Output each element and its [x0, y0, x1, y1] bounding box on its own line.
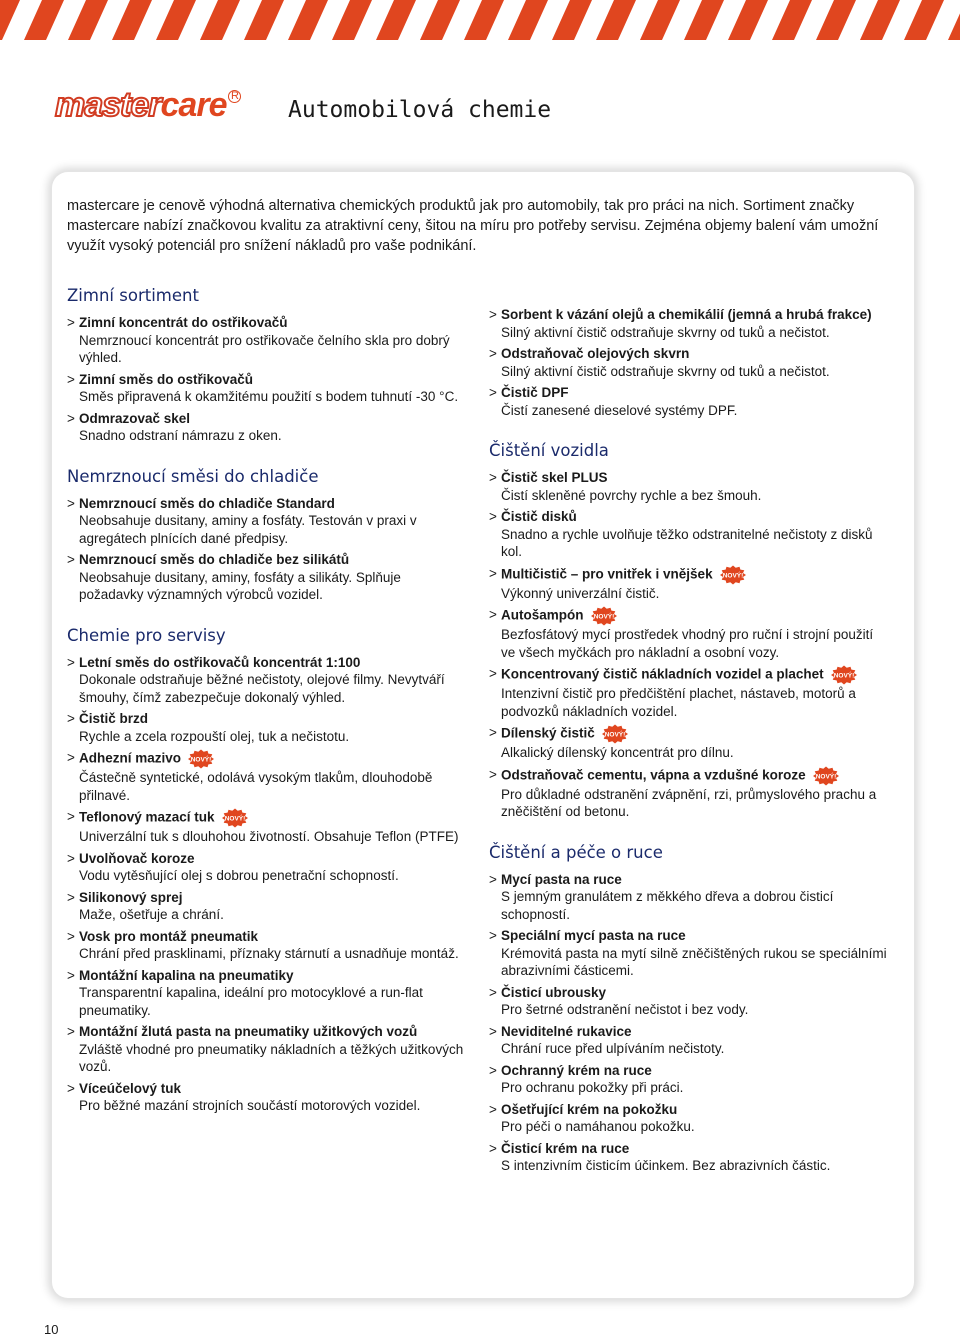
product-section — [67, 286, 467, 445]
product-name: Montážní žlutá pasta na pneumatiky užitkových vozů — [79, 1024, 418, 1039]
product-name: Neviditelné rukavice — [501, 1023, 632, 1039]
product-item — [67, 710, 467, 745]
product-description: Maže, ošetřuje a chrání. — [79, 907, 224, 922]
product-item — [67, 314, 467, 367]
product-name: Dílenský čistič — [501, 725, 595, 741]
new-badge-icon — [221, 808, 249, 828]
product-description: Pro šetrné odstranění nečistot i bez vody. — [501, 1002, 749, 1017]
product-item — [489, 606, 889, 661]
product-description: Částečně syntetické, odolává vysokým tlakům, dlouhodobě přilnavé. — [79, 770, 433, 803]
new-badge-icon — [830, 665, 858, 685]
header-stripe-band — [0, 0, 960, 40]
product-name: Čistič skel PLUS — [501, 470, 608, 485]
logo-master-text: master — [55, 86, 161, 124]
product-section — [67, 467, 467, 604]
product-description: Čistí zanesené dieselové systémy DPF. — [501, 402, 738, 418]
product-name: Nemrznoucí směs do chladiče bez silikátů — [79, 552, 350, 567]
product-name: Čistič disků — [501, 509, 577, 524]
product-name: Nemrznoucí směs do chladiče Standard — [79, 495, 335, 511]
section-title: Zimní sortiment — [67, 286, 199, 305]
product-description: Intenzivní čistič pro předčištění plachet, nástaveb, motorů a podvozků nákladních vozidel. — [501, 686, 856, 719]
product-name: Čisticí ubrousky — [501, 984, 607, 1000]
product-description: Rychle a zcela rozpouští olej, tuk a nečistotu. — [79, 728, 350, 744]
product-item — [489, 724, 889, 762]
product-section — [489, 843, 889, 1175]
product-description: Silný aktivní čistič odstraňuje skvrny od tuků a nečistot. — [501, 324, 830, 340]
product-name: Adhezní mazivo — [79, 750, 182, 766]
product-item — [67, 495, 467, 548]
left-column — [67, 286, 467, 1137]
product-description: Chrání před prasklinami, příznaky stárnutí a usnadňuje montáž. — [79, 946, 459, 961]
new-badge-label: NOVÝ! — [224, 815, 245, 823]
new-badge-label: NOVÝ! — [722, 572, 743, 579]
product-description: Nemrznoucí koncentrát pro ostřikovače čelního skla pro dobrý výhled. — [79, 332, 450, 365]
product-item — [489, 384, 889, 419]
page-title: Automobilová chemie — [288, 97, 552, 123]
product-description: Pro běžné mazání strojních součástí motorových vozidel. — [79, 1098, 421, 1113]
product-item — [489, 469, 889, 504]
product-name: Teflonový mazací tuk — [79, 809, 215, 825]
product-name: Odstraňovač cementu, vápna a vzdušné koroze — [501, 767, 806, 783]
product-name: Uvolňovač koroze — [79, 850, 195, 866]
product-item — [489, 1101, 889, 1136]
product-item — [67, 749, 467, 804]
product-name: Odstraňovač olejových skvrn — [501, 346, 690, 361]
product-description: Čistí skleněné povrchy rychle a bez šmouh. — [501, 487, 762, 503]
product-item — [489, 1023, 889, 1058]
product-description: Bezfosfátový mycí prostředek vhodný pro ruční i strojní použití ve všech myčkách pro nákladní a osobní vozy. — [501, 627, 874, 660]
product-description: Zvláště vhodné pro pneumatiky nákladních a těžkých užitkových vozů. — [79, 1041, 464, 1074]
product-description: Univerzální tuk s dlouhohou životností. Obsahuje Teflon (PTFE) — [79, 829, 459, 844]
product-item — [67, 551, 467, 604]
product-item — [489, 1140, 889, 1175]
section-title: Čištění a péče o ruce — [489, 842, 663, 862]
product-name: Silikonový sprej — [79, 889, 183, 905]
new-badge-icon — [187, 749, 215, 769]
product-description: Neobsahuje dusitany, aminy, fosfáty a silikáty. Splňuje požadavky významných výrobců vozidel. — [79, 569, 401, 602]
new-badge-label: NOVÝ! — [604, 731, 626, 739]
product-name: Speciální mycí pasta na ruce — [501, 928, 686, 943]
product-item — [489, 871, 889, 924]
product-item — [67, 410, 467, 445]
product-description: Snadno odstraní námrazu z oken. — [79, 428, 282, 443]
product-name: Koncentrovaný čistič nákladních vozidel a plachet — [501, 666, 824, 682]
product-description: Pro důkladné odstranění zvápnění, rzi, průmyslového prachu a zněčištění od betonu. — [501, 786, 877, 819]
product-section — [489, 306, 889, 419]
product-description: Krémovitá pasta na mytí silně zněčištěných rukou se speciálními abrazivními částicemi. — [501, 945, 887, 978]
product-item — [67, 850, 467, 885]
new-badge-icon — [601, 724, 629, 744]
product-item — [489, 665, 889, 720]
product-item — [67, 1080, 467, 1115]
product-name: Čistič brzd — [79, 711, 149, 726]
product-description: Neobsahuje dusitany, aminy a fosfáty. Testován v praxi v agregátech plnících dané předpisy. — [79, 513, 417, 546]
product-name: Zimní směs do ostřikovačů — [79, 371, 254, 387]
new-badge-label: NOVÝ! — [815, 773, 836, 780]
page-number: 10 — [44, 1322, 59, 1337]
logo-care-text: care — [160, 86, 227, 124]
product-description: Dokonale odstraňuje běžné nečistoty, olejové filmy. Nevytváří šmouhy, čímž zabezpečuje dokonalý výhled. — [79, 672, 445, 705]
product-item — [489, 306, 889, 341]
product-description: Pro péči o namáhanou pokožku. — [501, 1119, 695, 1134]
section-title: Čištění vozidla — [489, 441, 609, 460]
product-item — [489, 508, 889, 561]
product-name: Ošetřující krém na pokožku — [501, 1101, 678, 1117]
product-description: Výkonný univerzální čistič. — [501, 585, 660, 601]
product-description: S intenzivním čisticím účinkem. Bez abrazivních částic. — [501, 1158, 831, 1173]
product-description: Alkalický dílenský koncentrát pro dílnu. — [501, 745, 734, 760]
product-description: Pro ochranu pokožky při práci. — [501, 1080, 684, 1095]
product-name: Autošampón — [501, 607, 584, 623]
product-item — [489, 984, 889, 1019]
product-section — [489, 441, 889, 821]
product-name: Zimní koncentrát do ostřikovačů — [79, 315, 288, 330]
product-item — [67, 808, 467, 846]
product-description: Silný aktivní čistič odstraňuje skvrny od tuků a nečistot. — [501, 363, 830, 379]
product-item — [67, 654, 467, 707]
product-description: Snadno a rychle uvolňuje těžko odstranitelné nečistoty z disků kol. — [501, 526, 873, 559]
product-name: Mycí pasta na ruce — [501, 871, 622, 887]
registered-mark: R — [228, 90, 241, 103]
product-name: Ochranný krém na ruce — [501, 1062, 652, 1078]
product-item — [489, 927, 889, 980]
new-badge-icon — [719, 565, 747, 585]
section-title: Chemie pro servisy — [67, 625, 226, 645]
new-badge-label: NOVÝ! — [833, 672, 854, 680]
right-column — [489, 306, 889, 1197]
product-section — [67, 626, 467, 1115]
product-item — [67, 371, 467, 406]
product-item — [489, 766, 889, 821]
product-item — [67, 928, 467, 963]
product-name: Víceúčelový tuk — [79, 1080, 182, 1096]
product-description: Směs připravená k okamžitému použití s bodem tuhnutí -30 °C. — [79, 389, 459, 404]
new-badge-icon — [812, 766, 840, 786]
new-badge-label: NOVÝ! — [593, 613, 614, 621]
product-description: Chrání ruce před ulpíváním nečistoty. — [501, 1041, 725, 1056]
product-item — [67, 889, 467, 924]
product-item — [67, 1023, 467, 1076]
product-item — [489, 1062, 889, 1097]
intro-paragraph: mastercare je cenově výhodná alternativa chemických produktů jak pro automobily, tak pro práci na nich. Sortiment značky mastercare nabízí značkovou kvalitu za atraktivní ceny, šitou na míru pro potřeby servisu. Zejména objemy balení vám umožní využít vysoký potenciál pro snížení nákladů pro vaše podnikání. — [67, 198, 879, 254]
new-badge-icon — [590, 606, 618, 626]
product-description: S jemným granulátem z měkkého dřeva a dobrou čisticí schopností. — [501, 889, 834, 922]
product-item — [489, 565, 889, 603]
product-name: Čistič DPF — [501, 385, 569, 400]
product-name: Multičistič – pro vnitřek i vnějšek — [501, 566, 713, 582]
mastercare-logo — [55, 88, 241, 122]
product-item — [489, 345, 889, 380]
product-name: Čisticí krém na ruce — [501, 1140, 630, 1156]
product-description: Transparentní kapalina, ideální pro motocyklové a run-flat pneumatiky. — [79, 985, 423, 1018]
product-name: Sorbent k vázání olejů a chemikálií (jemná a hrubá frakce) — [501, 307, 872, 322]
product-description: Vodu vytěsňující olej s dobrou penetrační schopností. — [79, 868, 399, 883]
product-name: Letní směs do ostřikovačů koncentrát 1:100 — [79, 654, 361, 670]
product-name: Vosk pro montáž pneumatik — [79, 928, 259, 944]
new-badge-label: NOVÝ! — [190, 756, 212, 764]
product-name: Montážní kapalina na pneumatiky — [79, 967, 294, 983]
product-name: Odmrazovač skel — [79, 410, 191, 426]
section-title: Nemrznoucí směsi do chladiče — [67, 466, 319, 486]
product-item — [67, 967, 467, 1020]
